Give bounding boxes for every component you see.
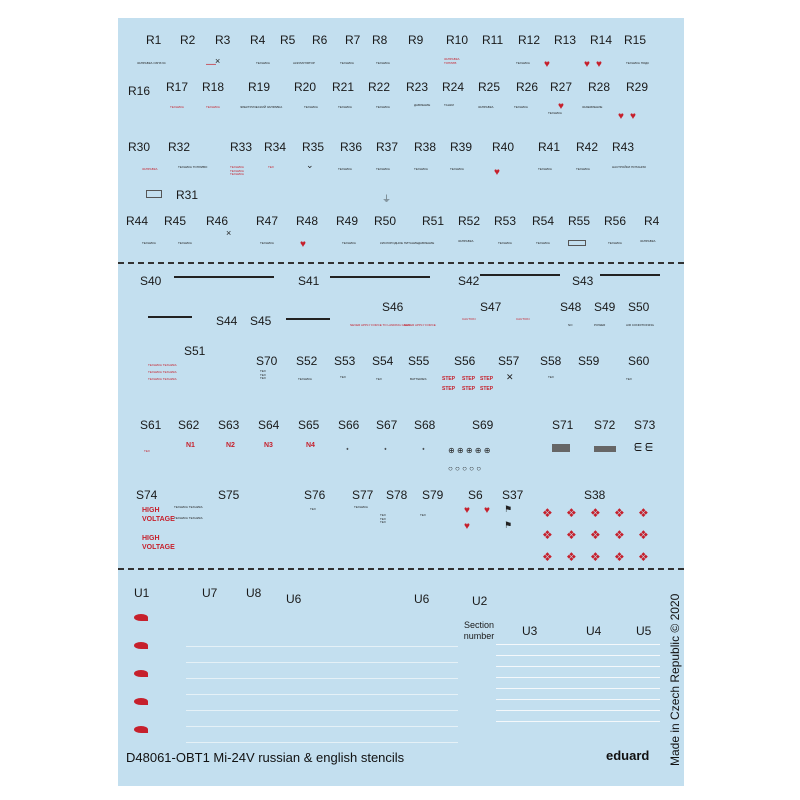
label-r2-7: R23 bbox=[406, 80, 429, 94]
stencil-u1-mark bbox=[134, 614, 148, 621]
stencil-s47b: CAUTION bbox=[516, 317, 530, 321]
stencil-r49: ТЕХНИКА bbox=[342, 241, 356, 245]
step-1: STEP bbox=[462, 376, 476, 382]
stencil-r10: ЗАПРАВКА ТОПЛИВ bbox=[444, 57, 460, 65]
label-u-3: U6 bbox=[286, 592, 302, 606]
stencil-s48: NO bbox=[568, 323, 573, 327]
label-s3-8: S59 bbox=[578, 354, 600, 368]
label-s3-3: S54 bbox=[372, 354, 394, 368]
label-r3-1: R32 bbox=[168, 140, 191, 154]
stencil-r55-box bbox=[568, 240, 586, 246]
label-s3-2: S53 bbox=[334, 354, 356, 368]
stencil-r21: ТЕХНИКА bbox=[338, 105, 352, 109]
label-s1-1: S41 bbox=[298, 274, 320, 288]
heart-icon: ♥ bbox=[464, 521, 470, 532]
heart-icon: ♥ bbox=[618, 111, 624, 122]
stencil-r8: ТЕХНИКА bbox=[340, 61, 354, 65]
stencil-s37-icon: ⚑ bbox=[504, 520, 513, 530]
label-r4-10: R54 bbox=[532, 214, 555, 228]
stencil-s38-mark: ❖ bbox=[566, 506, 577, 520]
label-r4-6: R50 bbox=[374, 214, 397, 228]
label-s51: S51 bbox=[184, 344, 206, 358]
decal-sheet bbox=[118, 18, 684, 786]
stencil-s69: ⊕ ⊕ ⊕ ⊕ ⊕ ○ ○ ○ ○ ○ bbox=[448, 446, 491, 473]
label-r1-5: R6 bbox=[312, 33, 328, 47]
label-r2-8: R24 bbox=[442, 80, 465, 94]
stencil-r53: ТЕХНИКА bbox=[498, 241, 512, 245]
high-voltage-0: HIGH VOLTAGE bbox=[142, 507, 175, 523]
stencil-s38-mark: ❖ bbox=[590, 550, 601, 564]
stencil-u6-line bbox=[186, 662, 458, 663]
stencil-s38-mark: ❖ bbox=[590, 528, 601, 542]
label-r3-10: R41 bbox=[538, 140, 561, 154]
stencil-r44: ТЕХНИКА bbox=[142, 241, 156, 245]
label-s5-7: S37 bbox=[502, 488, 524, 502]
label-s3-7: S58 bbox=[540, 354, 562, 368]
stencil-u6-line bbox=[186, 726, 458, 727]
section-number-label: Section number bbox=[463, 620, 495, 641]
label-r4-4: R48 bbox=[296, 214, 319, 228]
label-s5-0: S74 bbox=[136, 488, 158, 502]
scale-s43 bbox=[600, 274, 660, 276]
stencil-u3-line bbox=[496, 721, 660, 722]
heart-icon: ♥ bbox=[558, 101, 564, 112]
label-r2-9: R25 bbox=[478, 80, 501, 94]
stencil-r37-icon: ⏚ bbox=[382, 194, 392, 204]
label-u-7: U4 bbox=[586, 624, 602, 638]
label-s5-6: S6 bbox=[468, 488, 483, 502]
stencil-r41: ТЕХНИКА bbox=[538, 167, 552, 171]
label-r4-9: R53 bbox=[494, 214, 517, 228]
stencil-r30: ЗАПРАВКА bbox=[142, 167, 158, 171]
stencil-r35-icon: ⌄ bbox=[306, 160, 314, 170]
label-r2-2: R18 bbox=[202, 80, 225, 94]
label-s5-2: S76 bbox=[304, 488, 326, 502]
stencil-r51: ДАВЛЕНИЕ bbox=[418, 241, 435, 245]
label-r2-11: R27 bbox=[550, 80, 573, 94]
stencil-r52: ЗАПРАВКА bbox=[458, 239, 474, 243]
label-s5-3: S77 bbox=[352, 488, 374, 502]
heart-icon: ♥ bbox=[630, 111, 636, 122]
label-r3-6: R37 bbox=[376, 140, 399, 154]
stencil-r18: ТЕХНИКА bbox=[206, 105, 220, 109]
label-r3-4: R35 bbox=[302, 140, 325, 154]
label-s4-11: S73 bbox=[634, 418, 656, 432]
stencil-r36: ТЕХНИКА bbox=[338, 167, 352, 171]
label-r3-8: R39 bbox=[450, 140, 473, 154]
label-r4-8: R52 bbox=[458, 214, 481, 228]
stencil-r2-icon: — bbox=[206, 59, 216, 70]
stencil-s73: ᗴ ᗴ bbox=[634, 442, 653, 454]
label-r2-1: R17 bbox=[166, 80, 189, 94]
label-s4-5: S66 bbox=[338, 418, 360, 432]
copyright-text: Made in Czech Republic © 2020 bbox=[668, 593, 682, 766]
stencil-s67: ✚ bbox=[384, 447, 387, 451]
step-4: STEP bbox=[462, 386, 476, 392]
stencil-s38-mark: ❖ bbox=[542, 550, 553, 564]
stencil-r9: ТЕХНИКА bbox=[376, 61, 390, 65]
stencil-s38-mark: ❖ bbox=[566, 528, 577, 542]
heart-icon: ♥ bbox=[494, 167, 500, 178]
n-label-0: N1 bbox=[186, 442, 195, 449]
stencil-r56: ТЕХНИКА bbox=[608, 241, 622, 245]
stencil-s38-mark: ❖ bbox=[638, 506, 649, 520]
sheet-title: D48061-OBT1 Mi-24V russian & english stencils bbox=[126, 750, 405, 765]
stencil-r22: ТЕХНИКА bbox=[376, 105, 390, 109]
stencil-u3-line bbox=[496, 699, 660, 700]
label-u-1: U7 bbox=[202, 586, 218, 600]
stencil-r12: ТЕХНИКА bbox=[516, 61, 530, 65]
stencil-r25: ЗАПРАВКА bbox=[478, 105, 494, 109]
stencil-u6-line bbox=[186, 710, 458, 711]
label-s3-0: S70 bbox=[256, 354, 278, 368]
label-s5-1: S75 bbox=[218, 488, 240, 502]
label-r3-5: R36 bbox=[340, 140, 363, 154]
stencil-s38-mark: ❖ bbox=[614, 550, 625, 564]
stencil-s61: ТЕХ bbox=[144, 449, 150, 453]
label-u-6: U3 bbox=[522, 624, 538, 638]
stencil-s46: NEVER APPLY FORCE TO LANDING GEAR bbox=[350, 323, 411, 327]
stencil-r17: ТЕХНИКА bbox=[170, 105, 184, 109]
label-s1-3: S43 bbox=[572, 274, 594, 288]
label-u-0: U1 bbox=[134, 586, 150, 600]
label-r3-2: R33 bbox=[230, 140, 253, 154]
stencil-r38: ТЕХНИКА bbox=[414, 167, 428, 171]
stencil-u3-line bbox=[496, 677, 660, 678]
label-r1-4: R5 bbox=[280, 33, 296, 47]
stencil-u3-line bbox=[496, 655, 660, 656]
label-r4-13: R4 bbox=[644, 214, 660, 228]
label-r2-13: R29 bbox=[626, 80, 649, 94]
stencil-s38-mark: ❖ bbox=[638, 550, 649, 564]
label-r4-0: R44 bbox=[126, 214, 149, 228]
stencil-r27: ТЕХНИКА bbox=[548, 111, 562, 115]
label-s5-5: S79 bbox=[422, 488, 444, 502]
scale-s44 bbox=[148, 316, 192, 318]
label-s3-6: S57 bbox=[498, 354, 520, 368]
stencil-s38-mark: ❖ bbox=[566, 550, 577, 564]
label-r1-14: R15 bbox=[624, 33, 647, 47]
label-s3-1: S52 bbox=[296, 354, 318, 368]
stencil-r45: ТЕХНИКА bbox=[178, 241, 192, 245]
heart-icon: ♥ bbox=[484, 505, 490, 516]
stencil-u3-line bbox=[496, 666, 660, 667]
label-r2-12: R28 bbox=[588, 80, 611, 94]
label-r2-5: R21 bbox=[332, 80, 355, 94]
stencil-s55: BATTERIES bbox=[410, 377, 427, 381]
stencil-u1-mark bbox=[134, 642, 148, 649]
stencil-r47: ТЕХНИКА bbox=[260, 241, 274, 245]
heart-icon: ♥ bbox=[596, 59, 602, 70]
label-u-8: U5 bbox=[636, 624, 652, 638]
label-r1-12: R13 bbox=[554, 33, 577, 47]
step-5: STEP bbox=[480, 386, 494, 392]
stencil-s77: ТЕХНИКА bbox=[354, 505, 368, 509]
label-r4-5: R49 bbox=[336, 214, 359, 228]
stencil-u6-line bbox=[186, 646, 458, 647]
stencil-r1: ЗАПРАВКА ОЗПЗ 64 bbox=[137, 61, 166, 65]
stencil-s38-mark: ❖ bbox=[638, 528, 649, 542]
stencil-r28: ЗАЗЕМЛЕНИЕ bbox=[582, 105, 603, 109]
stencil-r3-icon: × bbox=[215, 56, 221, 66]
stencil-r33: ТЕХНИКА ТЕХНИКА ТЕХНИКА bbox=[230, 165, 244, 176]
stencil-s58: ТЕХ bbox=[548, 375, 554, 379]
stencil-s60: ТЕХ bbox=[626, 377, 632, 381]
label-s2-5: S49 bbox=[594, 300, 616, 314]
high-voltage-1: HIGH VOLTAGE bbox=[142, 535, 175, 551]
stencil-s50: AIR CONDITIONING bbox=[626, 323, 655, 327]
label-r4-1: R45 bbox=[164, 214, 187, 228]
stencil-u3-line bbox=[496, 644, 660, 645]
stencil-r37: ТЕХНИКА bbox=[376, 167, 390, 171]
label-s2-6: S50 bbox=[628, 300, 650, 314]
label-s4-6: S67 bbox=[376, 418, 398, 432]
stencil-r39: ТЕХНИКА bbox=[450, 167, 464, 171]
stencil-s38-mark: ❖ bbox=[542, 528, 553, 542]
label-r1-3: R4 bbox=[250, 33, 266, 47]
stencil-s38-mark: ❖ bbox=[542, 506, 553, 520]
stencil-s54: ТЕХ bbox=[376, 377, 382, 381]
divider-line bbox=[118, 568, 684, 570]
label-u-2: U8 bbox=[246, 586, 262, 600]
label-r2-3: R19 bbox=[248, 80, 271, 94]
stencil-r6: ТЕХНИКА bbox=[256, 61, 270, 65]
label-s4-2: S63 bbox=[218, 418, 240, 432]
stencil-u1-mark bbox=[134, 670, 148, 677]
heart-icon: ♥ bbox=[300, 239, 306, 250]
stencil-s66: ✚ bbox=[346, 447, 349, 451]
label-r4-11: R55 bbox=[568, 214, 591, 228]
n-label-2: N3 bbox=[264, 442, 273, 449]
stencil-r23: ДАВЛЕНИЕ bbox=[414, 103, 431, 107]
label-r3-11: R42 bbox=[576, 140, 599, 154]
label-s5-8: S38 bbox=[584, 488, 606, 502]
step-2: STEP bbox=[480, 376, 494, 382]
stencil-r46-icon: × bbox=[226, 228, 232, 238]
stencil-r54: ТЕХНИКА bbox=[536, 241, 550, 245]
label-s1-0: S40 bbox=[140, 274, 162, 288]
label-r1-6: R7 bbox=[345, 33, 361, 47]
stencil-s78: ТЕХ ТЕХ ТЕХ bbox=[380, 513, 386, 524]
stencil-s68: ✚ bbox=[422, 447, 425, 451]
stencil-s70: ТЕХ ТЕХ ТЕХ bbox=[260, 369, 266, 380]
eduard-logo: eduard bbox=[606, 748, 650, 763]
label-r4-7: R51 bbox=[422, 214, 445, 228]
stencil-s53: ТЕХ bbox=[340, 375, 346, 379]
heart-icon: ♥ bbox=[544, 59, 550, 70]
stencil-u6-line bbox=[186, 678, 458, 679]
stencil-u3-line bbox=[496, 688, 660, 689]
stencil-s75: ТЕХНИКА ТЕХНИКА ТЕХНИКА ТЕХНИКА bbox=[174, 505, 203, 520]
stencil-u6-line bbox=[186, 694, 458, 695]
scale-s41 bbox=[330, 276, 430, 278]
label-r1-11: R12 bbox=[518, 33, 541, 47]
label-s4-7: S68 bbox=[414, 418, 436, 432]
stencil-s52: ТЕХНИКА bbox=[298, 377, 312, 381]
stencil-r32: ТЕХНИКА ТОПЛИВО bbox=[178, 165, 208, 169]
label-r3-7: R38 bbox=[414, 140, 437, 154]
label-s2-1: S45 bbox=[250, 314, 272, 328]
step-3: STEP bbox=[442, 386, 456, 392]
stencil-s51: ТЕХНИКА ТЕХНИКА ТЕХНИКА ТЕХНИКА ТЕХНИКА ТЕХНИКА bbox=[148, 363, 177, 381]
label-s2-0: S44 bbox=[216, 314, 238, 328]
label-u-5: U2 bbox=[472, 594, 488, 608]
label-r1-7: R8 bbox=[372, 33, 388, 47]
stencil-r4b: ЗАПРАВКА bbox=[640, 239, 656, 243]
label-s2-2: S46 bbox=[382, 300, 404, 314]
heart-icon: ♥ bbox=[584, 59, 590, 70]
stencil-s38-mark: ❖ bbox=[614, 528, 625, 542]
label-s3-9: S60 bbox=[628, 354, 650, 368]
label-r1-1: R2 bbox=[180, 33, 196, 47]
label-r2-0: R16 bbox=[128, 84, 151, 98]
label-r1-9: R10 bbox=[446, 33, 469, 47]
label-r3-3: R34 bbox=[264, 140, 287, 154]
stencil-s71 bbox=[552, 444, 570, 452]
stencil-s57-icon: ✕ bbox=[506, 372, 514, 382]
stencil-s46b: NEVER APPLY FORCE bbox=[404, 323, 436, 327]
stencil-r19: ЭЛЕКТРИЧЕСКИЙ ЗАПРАВКА bbox=[240, 105, 283, 109]
label-r3-12: R43 bbox=[612, 140, 635, 154]
label-s5-4: S78 bbox=[386, 488, 408, 502]
label-s4-9: S71 bbox=[552, 418, 574, 432]
stencil-u1-mark bbox=[134, 698, 148, 705]
stencil-r31-box bbox=[146, 190, 162, 198]
stencil-r24: ТАНКИ bbox=[444, 103, 454, 107]
label-u-4: U6 bbox=[414, 592, 430, 606]
label-r1-8: R9 bbox=[408, 33, 424, 47]
stencil-u6-line bbox=[186, 742, 458, 743]
label-r1-2: R3 bbox=[215, 33, 231, 47]
stencil-s38-mark: ❖ bbox=[614, 506, 625, 520]
label-r4-3: R47 bbox=[256, 214, 279, 228]
stencil-r50: КИСЛОРОДНОЕ ПИТАНИЕ bbox=[380, 241, 419, 245]
label-r1-0: R1 bbox=[146, 33, 162, 47]
label-s3-4: S55 bbox=[408, 354, 430, 368]
divider-line bbox=[118, 262, 684, 264]
step-0: STEP bbox=[442, 376, 456, 382]
scale-s45 bbox=[286, 318, 330, 320]
n-label-1: N2 bbox=[226, 442, 235, 449]
scale-s42 bbox=[480, 274, 560, 276]
stencil-r34: ТЕХ bbox=[268, 165, 274, 169]
label-r2-4: R20 bbox=[294, 80, 317, 94]
label-s4-3: S64 bbox=[258, 418, 280, 432]
stencil-u1-mark bbox=[134, 726, 148, 733]
stencil-r42: ТЕХНИКА bbox=[576, 167, 590, 171]
label-r3-0: R30 bbox=[128, 140, 151, 154]
label-r1-10: R11 bbox=[482, 33, 504, 47]
label-r1-13: R14 bbox=[590, 33, 613, 47]
label-s4-8: S69 bbox=[472, 418, 494, 432]
stencil-u3-line bbox=[496, 710, 660, 711]
stencil-s72 bbox=[594, 446, 616, 452]
label-r31: R31 bbox=[176, 188, 199, 202]
label-s4-10: S72 bbox=[594, 418, 616, 432]
n-label-3: N4 bbox=[306, 442, 315, 449]
stencil-r43: НАСТРОЙКИ ПИТАНИЯ bbox=[612, 165, 646, 169]
label-s4-0: S61 bbox=[140, 418, 162, 432]
stencil-s37-icon: ⚑ bbox=[504, 504, 513, 514]
label-r4-12: R56 bbox=[604, 214, 627, 228]
label-s2-4: S48 bbox=[560, 300, 582, 314]
stencil-r7: АККУМУЛЯТОР bbox=[293, 61, 315, 65]
stencil-s79: ТЕХ bbox=[420, 513, 426, 517]
label-s1-2: S42 bbox=[458, 274, 480, 288]
stencil-s76: ТЕХ bbox=[310, 507, 316, 511]
label-r4-2: R46 bbox=[206, 214, 229, 228]
label-s2-3: S47 bbox=[480, 300, 502, 314]
stencil-s38-mark: ❖ bbox=[590, 506, 601, 520]
label-s3-5: S56 bbox=[454, 354, 476, 368]
label-s4-1: S62 bbox=[178, 418, 200, 432]
stencil-r20: ТЕХНИКА bbox=[304, 105, 318, 109]
stencil-r26: ТЕХНИКА bbox=[514, 105, 528, 109]
label-r2-6: R22 bbox=[368, 80, 391, 94]
heart-icon: ♥ bbox=[464, 505, 470, 516]
label-r2-10: R26 bbox=[516, 80, 539, 94]
scale-s40 bbox=[174, 276, 274, 278]
label-s4-4: S65 bbox=[298, 418, 320, 432]
label-r3-9: R40 bbox=[492, 140, 515, 154]
stencil-r15: ТЕХНИКА ПОДК bbox=[626, 61, 649, 65]
stencil-s49: POWER bbox=[594, 323, 606, 327]
stencil-s47: CAUTION bbox=[462, 317, 476, 321]
